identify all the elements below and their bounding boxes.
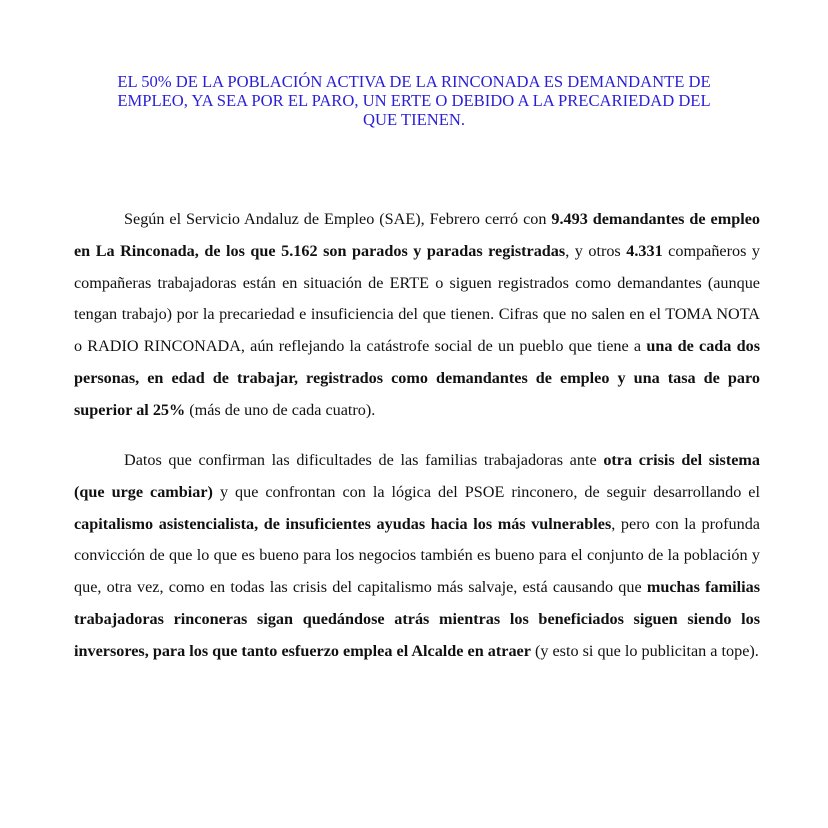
p1-text-4: (más de uno de cada cuatro). [185,400,376,419]
p2-bold-2: capitalismo asistencialista, de insuficientes ayudas hacia los más vulnerables [74,514,612,533]
p2-bold-3: muchas familias trabajadoras rinconeras sigan quedándose atrás mientras los beneficiados siguen siendo los inversores, para los que tanto esfuerzo emplea el Alcalde en atraer [74,578,760,660]
p1-bold-3: una de cada dos personas, en edad de trabajar, registrados como demandantes de empleo y una tasa de paro superior al 25% [74,337,760,419]
document-title [60,72,768,129]
p2-bold-1: otra crisis del sistema (que urge cambiar) [74,451,760,501]
title-line-2: EMPLEO, YA SEA POR EL PARO, UN ERTE O DEBIDO A LA PRECARIEDAD DEL [117,91,711,110]
p1-text-2: , y otros [565,241,627,260]
p2-text-2: y que confrontan con la lógica del PSOE rinconero, de seguir desarrollando el [212,482,760,501]
p1-bold-1: 9.493 demandantes de empleo en La Rinconada, de los que 5.162 son parados y paradas registradas [74,210,760,260]
p2-text-1: Datos que confirman las dificultades de las familias trabajadoras ante [124,451,604,469]
title-line-3: QUE TIENEN. [362,110,465,129]
p1-text-1: Según el Servicio Andaluz de Empleo (SAE), Febrero cerró con [124,210,552,228]
p2-text-3: , pero con la profunda convicción de que lo que es bueno para los negocios también es bueno para el conjunto de la población y que, otra vez, como en todas las crisis del capitalismo más salvaje, está causando que [74,514,760,597]
paragraph-1 [74,204,760,427]
p1-text-3: compañeros y compañeras trabajadoras están en situación de ERTE o siguen registrados como demandantes (aunque tengan trabajo) por la precariedad e insuficiencia del que tienen. Cifras que no salen en el TOMA NOTA o RADIO RINCONADA, aún reflejando la catástrofe social de un pueblo que tiene a [74,241,761,356]
paragraph-2 [74,445,760,668]
p1-bold-2: 4.331 [626,241,663,260]
title-line-1: EL 50% DE LA POBLACIÓN ACTIVA DE LA RINCONADA ES DEMANDANTE DE [117,72,711,91]
p2-text-4: (y esto si que lo publicitan a tope). [530,641,759,660]
